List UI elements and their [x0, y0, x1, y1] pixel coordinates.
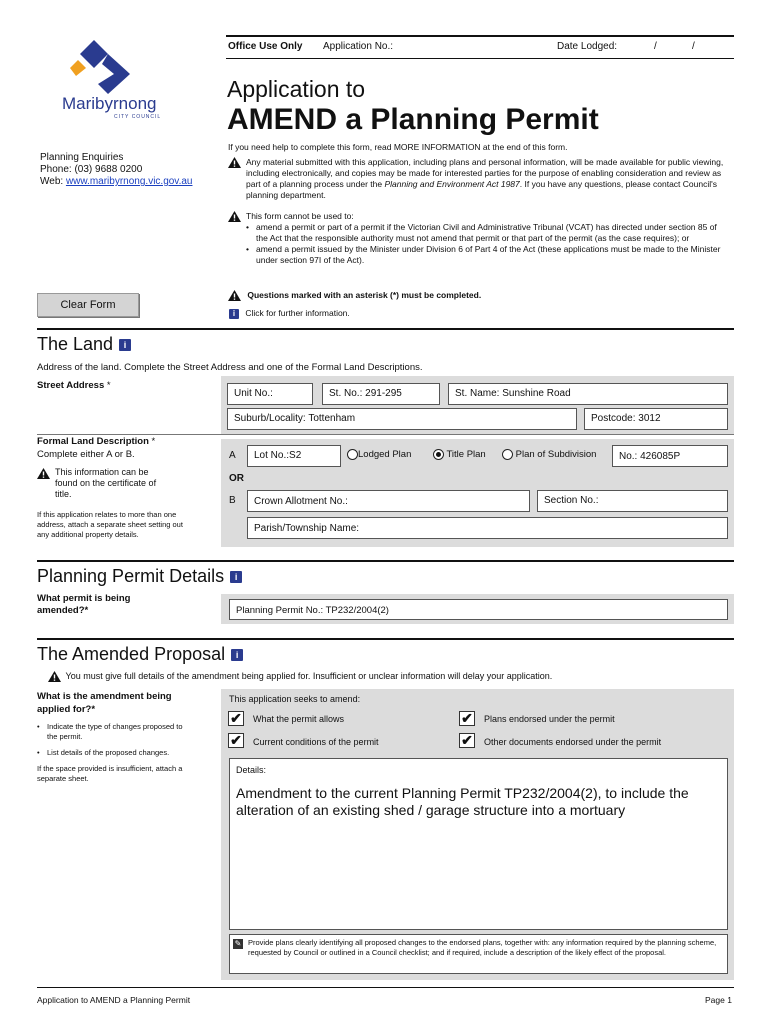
amendment-bullet-2: • List details of the proposed changes.	[37, 748, 187, 758]
permit-info-icon[interactable]: i	[230, 571, 242, 583]
details-value: Amendment to the current Planning Permit TP232/2004(2), to include the alteration of an existing shed / garage structure into a mortuary	[236, 785, 689, 818]
material-text-b: . If you have any questions, please contact Council's planning department.	[246, 179, 718, 200]
date-sep-2: /	[692, 41, 695, 52]
contact-web-link[interactable]: www.maribyrnong.vic.gov.au	[65, 176, 193, 187]
council-logo	[58, 36, 178, 126]
warning-icon	[48, 671, 61, 682]
plan-no-value: 426085P	[640, 451, 681, 462]
cannot-bullet-1: • amend a permit or part of a permit if the Victorian Civil and Administrative Tribunal (VCAT) has directed under section 85 of the Act that the responsible authority must not amend that permit or that part of the permit (as the case requires); or	[246, 222, 728, 244]
street-name-label: St. Name:	[455, 388, 500, 399]
space-note: If the space provided is insufficient, attach a separate sheet.	[37, 764, 183, 783]
footer-page: Page 1	[705, 995, 732, 1005]
details-textarea[interactable]	[229, 758, 728, 930]
complete-either-text: Complete either A or B.	[37, 449, 135, 460]
check-conditions[interactable]: ✔	[228, 733, 244, 748]
suburb-field[interactable]	[227, 408, 577, 430]
material-act: Planning and Environment Act 1987	[384, 179, 520, 189]
title-line-1: Application to	[227, 76, 366, 102]
suburb-label: Suburb/Locality:	[234, 413, 306, 424]
asterisk-note: Questions marked with an asterisk (*) must be completed.	[247, 290, 482, 300]
street-no-label: St. No.:	[329, 388, 363, 399]
required-star: *	[151, 436, 156, 447]
radio-selected-icon	[433, 449, 444, 460]
plans-note: Provide plans clearly identifying all proposed changes to the endorsed plans, together with: any information required by the planning scheme, requested by Council or outlined in a Council checklist; and if required, include a description of the likely effect of the proposal.	[248, 938, 717, 957]
date-sep-1: /	[654, 41, 657, 52]
lodged-plan-radio[interactable]	[347, 449, 411, 460]
required-star: *	[106, 380, 111, 391]
check-permit-allows[interactable]: ✔	[228, 711, 244, 726]
section-no-label: Section No.:	[544, 495, 599, 506]
seeks-label: This application seeks to amend:	[229, 694, 361, 704]
contact-phone: Phone: (03) 9688 0200	[40, 164, 143, 175]
plans-note-box	[229, 934, 728, 974]
land-description: Address of the land. Complete the Street Address and one of the Formal Land Descriptions.	[37, 362, 423, 373]
proposal-heading: The Amended Proposal	[37, 644, 226, 664]
contact-web-label: Web:	[40, 176, 66, 187]
info-icon[interactable]: i	[229, 309, 239, 319]
street-address-label: Street Address	[37, 380, 105, 391]
street-no-value: 291-295	[365, 388, 402, 399]
logo-sub: CITY COUNCIL	[114, 114, 162, 120]
application-no-label: Application No.:	[323, 41, 394, 52]
warning-icon	[228, 211, 241, 222]
warning-icon	[228, 290, 241, 301]
formal-land-label: Formal Land Description	[37, 436, 149, 447]
amendment-question: What is the amendment being applied for?*	[37, 691, 172, 715]
title-plan-radio[interactable]	[433, 449, 486, 460]
permit-heading: Planning Permit Details	[37, 566, 225, 586]
material-text-a: Any material submitted with this application, including plans and personal information, will be made available for public viewing, including electronically, and copies may be made for interested parties for the purpose of enabling consideration and review as part of a planning process under the	[246, 157, 724, 189]
street-name-field[interactable]	[448, 383, 728, 405]
street-name-value: Sunshine Road	[502, 388, 571, 399]
amendment-bullet-1: • Indicate the type of changes proposed to the permit.	[37, 722, 187, 742]
lodged-plan-label: Lodged Plan	[358, 449, 412, 461]
opt-conditions: Current conditions of the permit	[253, 737, 379, 747]
postcode-field[interactable]	[584, 408, 728, 430]
crown-allotment-label: Crown Allotment No.:	[254, 496, 348, 507]
lot-no-field[interactable]	[247, 445, 341, 467]
cannot-text: This form cannot be used to:	[246, 211, 354, 221]
logo-name: Maribyrnong	[62, 94, 157, 113]
permit-no-value: TP232/2004(2)	[325, 605, 389, 616]
footer-title: Application to AMEND a Planning Permit	[37, 995, 191, 1005]
suburb-value: Tottenham	[308, 413, 356, 424]
plan-subdivision-label: Plan of Subdivision	[515, 449, 597, 461]
check-other-docs[interactable]: ✔	[459, 733, 475, 748]
logo-mark-icon	[58, 36, 178, 96]
help-text: If you need help to complete this form, read MORE INFORMATION at the end of this form.	[228, 142, 568, 152]
lot-no-value: S2	[289, 450, 302, 461]
opt-plans-endorsed: Plans endorsed under the permit	[484, 714, 615, 724]
page-title: AMEND a Planning Permit	[227, 103, 599, 136]
click-info-text: Click for further information.	[245, 308, 350, 318]
multi-address-note: If this application relates to more than one address, attach a separate sheet setting out any additional property details.	[37, 510, 183, 539]
details-label: Details:	[236, 765, 267, 775]
warning-icon	[228, 157, 241, 168]
plan-subdivision-radio[interactable]	[502, 449, 596, 460]
date-lodged-label: Date Lodged:	[557, 41, 618, 52]
permit-no-field[interactable]	[229, 599, 728, 620]
option-b-label: B	[229, 495, 236, 506]
office-use-label: Office Use Only	[228, 41, 303, 52]
street-no-field[interactable]	[322, 383, 440, 405]
option-a-label: A	[229, 450, 236, 461]
permit-no-label: Planning Permit No.:	[236, 605, 324, 616]
contact-heading: Planning Enquiries	[40, 152, 124, 163]
proposal-info-icon[interactable]: i	[231, 649, 243, 661]
pencil-icon: ✎	[234, 939, 242, 948]
unit-no-field[interactable]	[227, 383, 313, 405]
postcode-label: Postcode:	[591, 413, 636, 424]
unit-no-label: Unit No.:	[234, 388, 273, 399]
certificate-note: This information can be found on the certificate of title.	[55, 467, 157, 499]
or-label: OR	[229, 473, 244, 484]
warning-icon	[37, 468, 50, 479]
radio-icon	[502, 449, 513, 460]
proposal-warning: You must give full details of the amendment being applied for. Insufficient or unclear information will delay your application.	[65, 671, 553, 681]
radio-icon	[347, 449, 358, 460]
parish-field[interactable]	[247, 517, 728, 539]
plan-no-label: No.:	[619, 451, 638, 462]
title-plan-label: Title Plan	[446, 449, 486, 461]
opt-permit-allows: What the permit allows	[253, 714, 345, 724]
opt-other-docs: Other documents endorsed under the permit	[484, 737, 662, 747]
permit-question: What permit is being amended?*	[37, 593, 131, 616]
land-heading: The Land	[37, 334, 114, 354]
clear-form-button[interactable]: Clear Form	[37, 293, 139, 317]
crown-allotment-field[interactable]	[247, 490, 530, 512]
lot-no-label: Lot No.:	[254, 450, 290, 461]
parish-label: Parish/Township Name:	[254, 523, 360, 534]
postcode-value: 3012	[638, 413, 661, 424]
plan-no-field[interactable]	[612, 445, 728, 467]
check-plans-endorsed[interactable]: ✔	[459, 711, 475, 726]
cannot-bullet-2: • amend a permit issued by the Minister under Division 6 of Part 4 of the Act (these applications must be made to the Minister under section 97I of the Act).	[246, 244, 728, 266]
section-no-field[interactable]	[537, 490, 728, 512]
land-info-icon[interactable]: i	[119, 339, 131, 351]
